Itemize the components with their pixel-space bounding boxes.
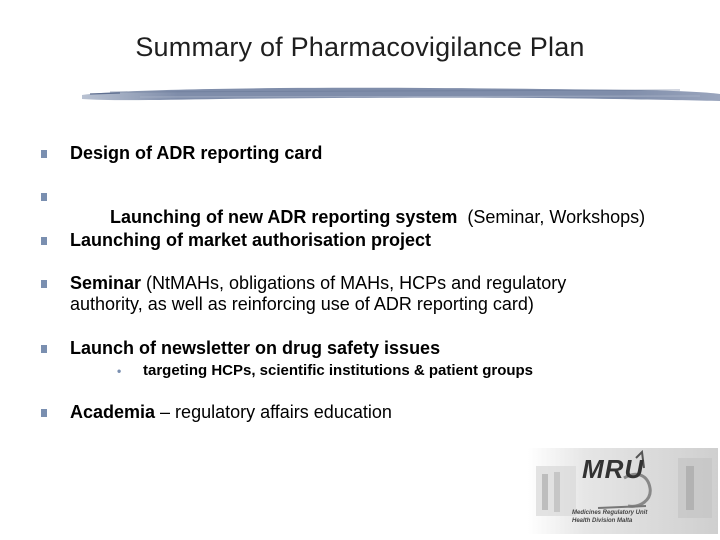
logo-caption-line2: Health Division Malta [572, 518, 633, 524]
square-bullet-icon [41, 280, 47, 288]
slide-title: Summary of Pharmacovigilance Plan [135, 32, 585, 62]
bullet-normal-text: (NtMAHs, obligations of MAHs, HCPs and regulatory authority, as well as reinforcing use of ADR reporting card) [70, 273, 567, 314]
bullet-bold-text: Launching of new ADR reporting system [110, 207, 458, 227]
bullet-bold-text: Launching of market authorisation project [70, 230, 432, 250]
bullet-bold-text: Seminar [70, 273, 142, 293]
bullet-normal-text: (Seminar, Workshops) [457, 207, 646, 227]
square-bullet-icon [41, 409, 47, 417]
bullet-bold-text: Academia [70, 402, 156, 422]
bullet-bold-text: Design of ADR reporting card [70, 143, 323, 163]
square-bullet-icon [41, 150, 47, 158]
square-bullet-icon [41, 345, 47, 353]
logo-caption-line1: Medicines Regulatory Unit [572, 510, 648, 516]
bullet-bold-text: Launch of newsletter on drug safety issues [70, 338, 441, 358]
sub-bullet-text: targeting HCPs, scientific institutions & patient groups [143, 362, 534, 379]
title-underline-brush [80, 82, 720, 106]
square-bullet-icon [41, 193, 47, 201]
dot-bullet-icon: • [117, 364, 122, 378]
square-bullet-icon [41, 237, 47, 245]
logo-wordmark: MRU [582, 454, 645, 484]
bullet-normal-text: – regulatory affairs education [155, 402, 392, 422]
mru-logo [528, 448, 718, 534]
